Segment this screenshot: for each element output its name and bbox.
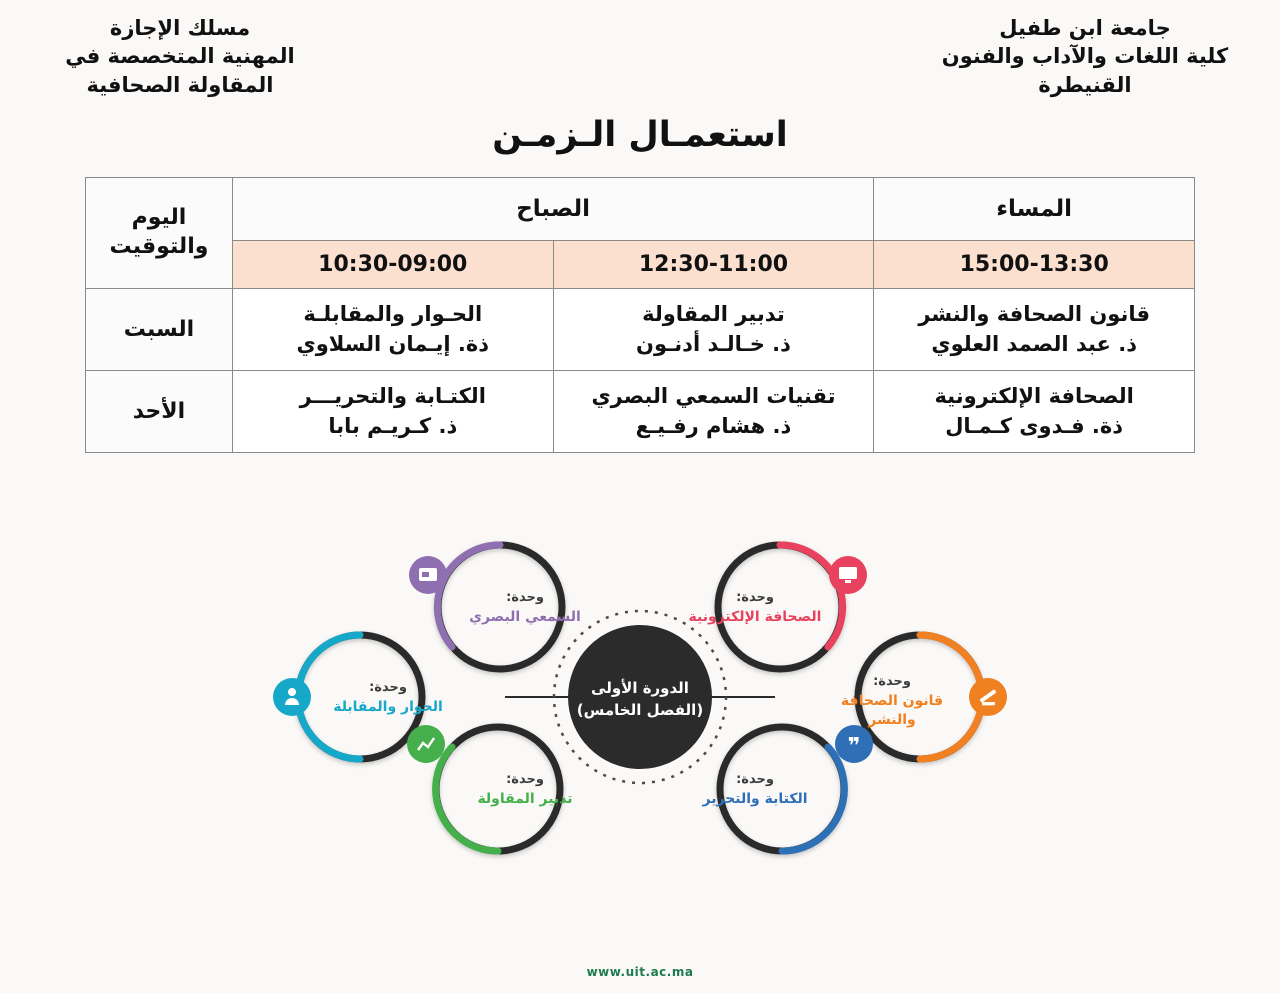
header-day xyxy=(86,178,233,289)
time-morning-early: 10:30-09:00 xyxy=(232,241,553,289)
time-morning-late: 12:30-11:00 xyxy=(553,241,874,289)
program-line-2: المهنية المتخصصة في xyxy=(65,44,295,69)
unit-name-press-law: قانون الصحافة xyxy=(840,692,944,709)
course-teacher: ذة. إيـمان السلاوي xyxy=(296,332,490,357)
header-day-line1: اليوم xyxy=(131,205,187,231)
unit-word-audiovisual: وحدة: xyxy=(506,589,544,605)
course-title: قانون الصحافة والنشر xyxy=(918,302,1150,327)
header-evening: المساء xyxy=(874,178,1195,241)
units-diagram xyxy=(0,497,1280,897)
university-identity xyxy=(920,14,1250,99)
unit-word-writing: وحدة: xyxy=(736,771,774,787)
page-header xyxy=(0,0,1280,99)
timetable xyxy=(85,177,1195,453)
table-row xyxy=(86,289,1195,371)
course-teacher: ذة. فـدوى كـمـال xyxy=(945,414,1124,439)
header-morning: الصباح xyxy=(232,178,873,241)
footer-url[interactable]: www.uit.ac.ma xyxy=(586,965,694,979)
cell-sunday-morning-early xyxy=(232,370,553,452)
time-evening: 15:00-13:30 xyxy=(874,241,1195,289)
course-title: تقنيات السمعي البصري xyxy=(591,383,836,408)
unit-name-interview: الحوار والمقابلة xyxy=(333,698,443,715)
course-title: الكتـابة والتحريـــر xyxy=(299,383,486,408)
cell-saturday-evening xyxy=(874,289,1195,371)
node-interview xyxy=(298,635,422,759)
table-row xyxy=(86,370,1195,452)
unit-word-e-press: وحدة: xyxy=(736,589,774,605)
program-line-1: مسلك الإجازة xyxy=(109,16,251,40)
cell-sunday-morning-late xyxy=(553,370,874,452)
cell-saturday-morning-early xyxy=(232,289,553,371)
unit-word-press-law: وحدة: xyxy=(873,673,911,689)
center-line-2: (الفصل الخامس) xyxy=(576,700,704,719)
course-teacher: ذ. هشام رفـيـع xyxy=(635,414,792,439)
header-day-line2: والتوقيت xyxy=(109,234,209,260)
university-name: جامعة ابن طفيل xyxy=(999,16,1171,40)
timetable-container xyxy=(85,177,1195,453)
node-writing xyxy=(720,727,844,851)
program-identity xyxy=(30,14,330,99)
page-title: استعمـال الـزمـن xyxy=(492,115,788,156)
course-title: الحـوار والمقابلـة xyxy=(303,302,483,327)
unit-name-writing: الكتابة والتحرير xyxy=(702,790,808,807)
program-line-3: المقاولة الصحافية xyxy=(86,72,274,97)
cell-saturday-morning-late xyxy=(553,289,874,371)
center-line-1: الدورة الأولى xyxy=(591,678,689,697)
unit-name-e-press: الصحافة الإلكترونية xyxy=(688,608,822,625)
course-teacher: ذ. خـالـد أدنـون xyxy=(636,332,791,357)
center-bubble xyxy=(568,625,712,769)
day-label-sunday: الأحد xyxy=(86,370,233,452)
city-name: القنيطرة xyxy=(1038,72,1132,97)
node-e-press xyxy=(718,545,843,669)
unit-name-audiovisual: السمعي البصري xyxy=(469,608,581,625)
course-title: تدبير المقاولة xyxy=(642,302,785,327)
unit-word-management: وحدة: xyxy=(506,771,544,787)
node-management xyxy=(436,727,560,851)
course-teacher: ذ. عبد الصمد العلوي xyxy=(931,332,1137,357)
node-audiovisual xyxy=(437,545,562,669)
person-icon xyxy=(273,678,311,716)
course-teacher: ذ. كـريـم بابا xyxy=(328,414,458,439)
course-title: الصحافة الإلكترونية xyxy=(934,383,1134,408)
unit-word-interview: وحدة: xyxy=(369,679,407,695)
table-header-row xyxy=(86,178,1195,241)
svg-text:❞: ❞ xyxy=(847,733,861,759)
unit-name-press-law-2: والنشر xyxy=(868,711,916,728)
cell-sunday-evening xyxy=(874,370,1195,452)
faculty-name: كلية اللغات والآداب والفنون xyxy=(941,44,1229,69)
day-label-saturday: السبت xyxy=(86,289,233,371)
unit-name-management: تدبير المقاولة xyxy=(477,790,573,807)
table-time-row xyxy=(86,241,1195,289)
